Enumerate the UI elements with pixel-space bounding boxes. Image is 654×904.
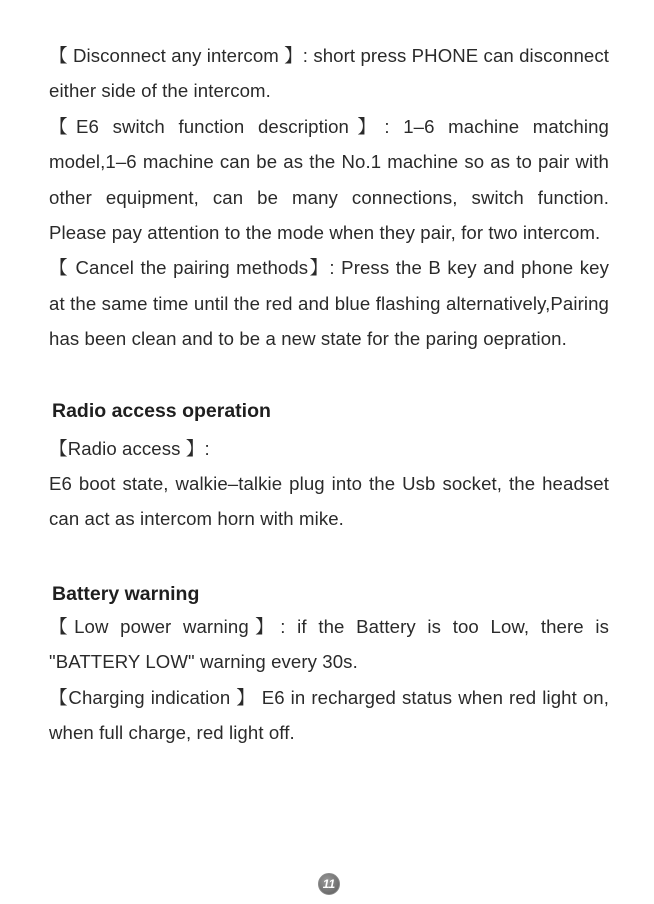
manual-page: [49, 38, 609, 751]
radio-access-heading: Radio access operation: [52, 399, 271, 422]
disconnect-intercom-paragraph: 【 Disconnect any intercom 】: short press PHONE can disconnect either side of the intercom.: [49, 45, 609, 102]
charging-indication-paragraph: 【Charging indication 】 E6 in recharged status when red light on, when full charge, red light off.: [49, 686, 609, 744]
radio-access-paragraph: E6 boot state, walkie–talkie plug into the Usb socket, the headset can act as intercom horn with mike.: [49, 473, 609, 530]
page-number-badge: 11: [318, 873, 340, 895]
radio-access-label: 【Radio access 】:: [49, 437, 210, 459]
cancel-pairing-paragraph: 【 Cancel the pairing methods】: Press the B key and phone key at the same time until the red and blue flashing alternatively,Pairing has been clean and to be a new state for the paring oepration.: [49, 257, 609, 350]
switch-function-paragraph: 【E6 switch function description】: 1–6 machine matching model,1–6 machine can be as the No.1 machine so as to pair with other equipment, can be many connections, switch function. Please pay attention to the mode when they pair, for two intercom.: [49, 115, 609, 244]
low-power-warning-paragraph: 【Low power warning】: if the Battery is too Low, there is "BATTERY LOW" warning every 30s.: [49, 615, 609, 673]
battery-warning-heading: Battery warning: [52, 582, 200, 605]
